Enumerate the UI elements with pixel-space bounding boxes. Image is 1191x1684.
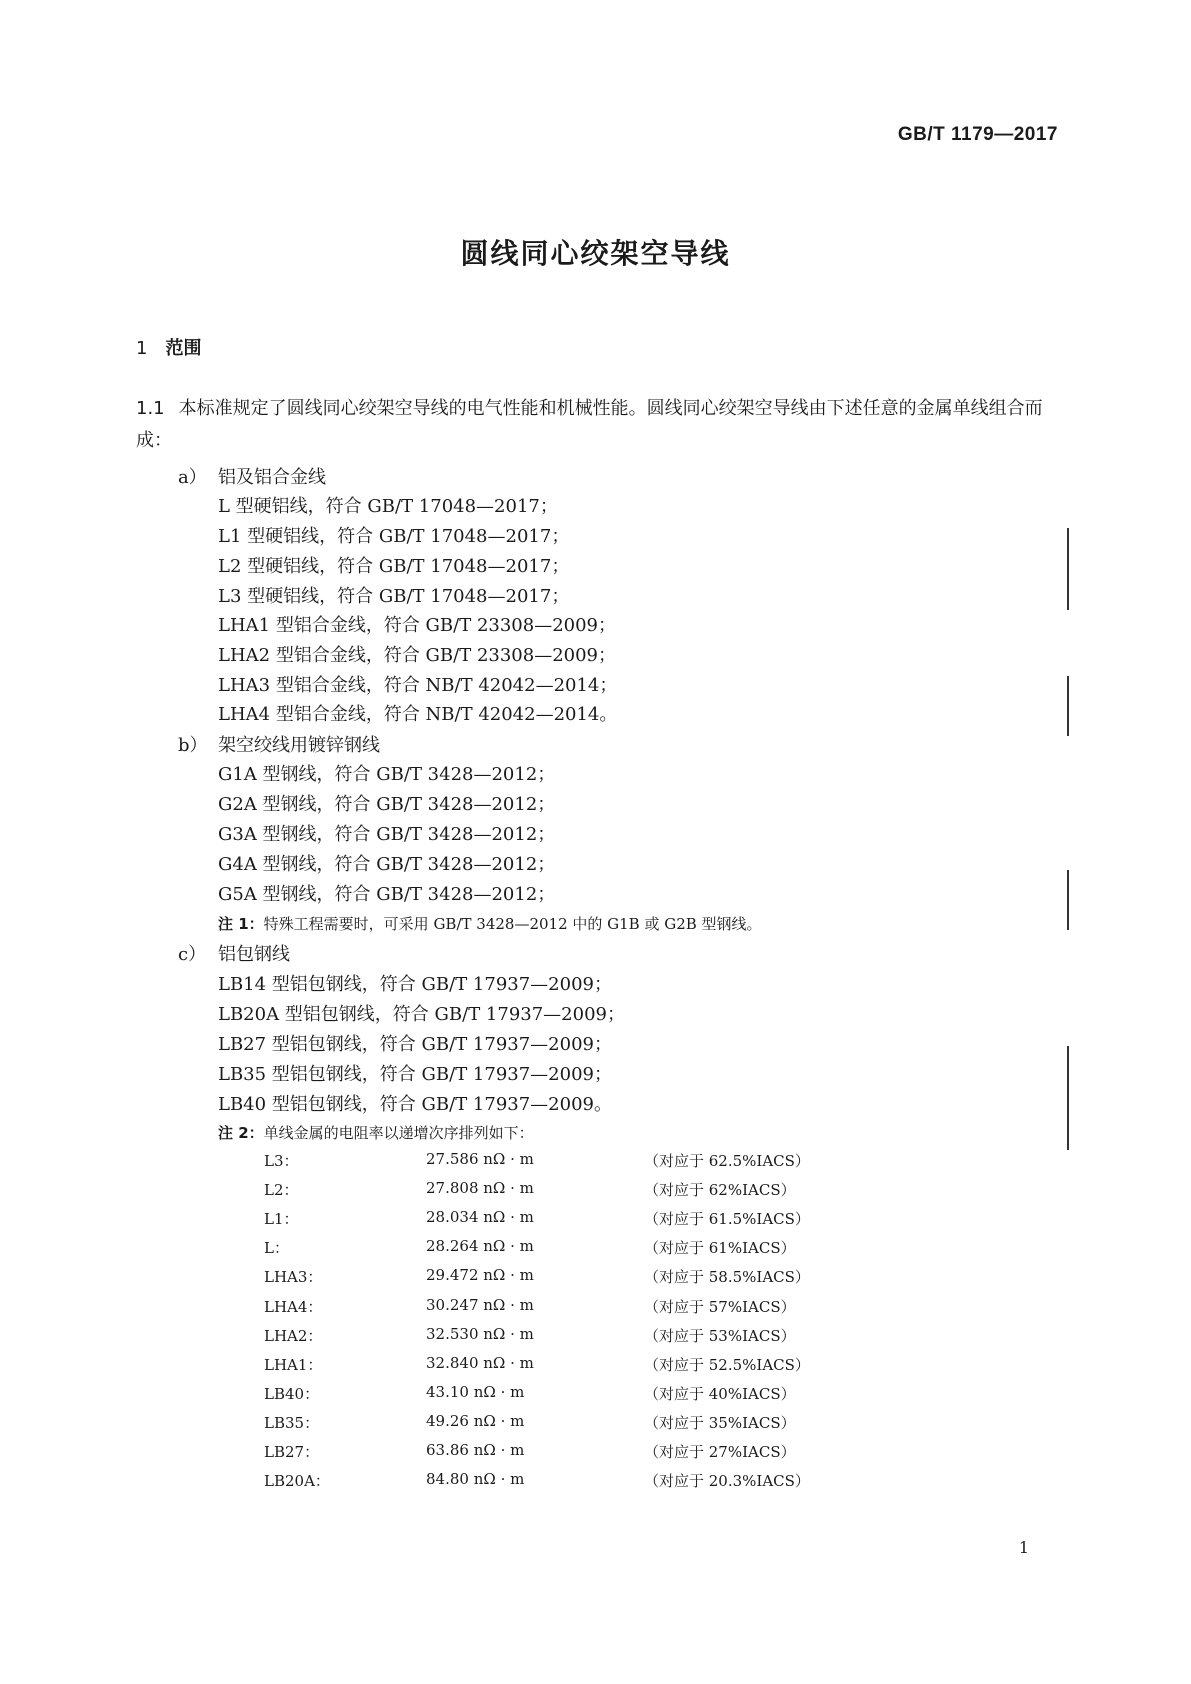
resistivity-iacs: （对应于 52.5%IACS） bbox=[644, 1356, 810, 1374]
note-2-text: 单线金属的电阻率以递增次序排列如下： bbox=[263, 1124, 534, 1142]
group-a-title: 铝及铝合金线 bbox=[218, 467, 326, 488]
list-item: G5A 型钢线，符合 GB/T 3428—2012； bbox=[218, 884, 556, 905]
list-item: G4A 型钢线，符合 GB/T 3428—2012； bbox=[218, 854, 556, 875]
group-b-label: b） bbox=[178, 735, 208, 756]
resistivity-iacs: （对应于 53%IACS） bbox=[644, 1327, 796, 1345]
list-item: LB20A 型铝包钢线，符合 GB/T 17937—2009； bbox=[218, 1004, 625, 1025]
list-item: LHA4 型铝合金线，符合 NB/T 42042—2014。 bbox=[218, 704, 618, 725]
list-item: LHA1 型铝合金线，符合 GB/T 23308—2009； bbox=[218, 615, 617, 636]
page-number: 1 bbox=[1018, 1538, 1029, 1557]
note-1-label: 注 1： bbox=[218, 915, 264, 933]
resistivity-value: 84.80 nΩ · m bbox=[426, 1470, 525, 1488]
change-bar bbox=[1067, 528, 1069, 610]
list-item: G3A 型钢线，符合 GB/T 3428—2012； bbox=[218, 824, 556, 845]
section-number: 1 bbox=[136, 338, 148, 359]
group-c-title: 铝包钢线 bbox=[218, 944, 290, 965]
resistivity-name: LB20A： bbox=[264, 1472, 330, 1490]
resistivity-value: 28.034 nΩ · m bbox=[426, 1208, 534, 1226]
group-c-label: c） bbox=[178, 944, 207, 965]
list-item: L1 型硬铝线，符合 GB/T 17048—2017； bbox=[218, 526, 570, 547]
resistivity-iacs: （对应于 58.5%IACS） bbox=[644, 1268, 810, 1286]
resistivity-name: LB27： bbox=[264, 1443, 320, 1461]
list-item: L3 型硬铝线，符合 GB/T 17048—2017； bbox=[218, 586, 570, 607]
resistivity-value: 28.264 nΩ · m bbox=[426, 1237, 534, 1255]
resistivity-name: L： bbox=[264, 1239, 289, 1257]
resistivity-iacs: （对应于 57%IACS） bbox=[644, 1298, 796, 1316]
group-a-label: a） bbox=[178, 467, 207, 488]
list-item: L2 型硬铝线，符合 GB/T 17048—2017； bbox=[218, 556, 570, 577]
list-item: G2A 型钢线，符合 GB/T 3428—2012； bbox=[218, 794, 556, 815]
list-item: L 型硬铝线，符合 GB/T 17048—2017； bbox=[218, 496, 558, 517]
group-b-title: 架空绞线用镀锌钢线 bbox=[218, 735, 380, 756]
resistivity-value: 49.26 nΩ · m bbox=[426, 1412, 525, 1430]
note-1 bbox=[218, 913, 762, 934]
change-bar bbox=[1067, 676, 1069, 736]
resistivity-value: 27.808 nΩ · m bbox=[426, 1179, 534, 1197]
resistivity-name: LHA4： bbox=[264, 1298, 323, 1316]
resistivity-value: 32.840 nΩ · m bbox=[426, 1354, 534, 1372]
resistivity-name: LB35： bbox=[264, 1414, 320, 1432]
resistivity-name: LB40： bbox=[264, 1385, 320, 1403]
change-bar bbox=[1067, 1046, 1069, 1150]
section-heading bbox=[136, 334, 201, 360]
resistivity-iacs: （对应于 62.5%IACS） bbox=[644, 1152, 810, 1170]
resistivity-name: L3： bbox=[264, 1152, 299, 1170]
resistivity-value: 30.247 nΩ · m bbox=[426, 1296, 534, 1314]
resistivity-iacs: （对应于 61%IACS） bbox=[644, 1239, 796, 1257]
resistivity-iacs: （对应于 40%IACS） bbox=[644, 1385, 796, 1403]
resistivity-name: L1： bbox=[264, 1210, 299, 1228]
resistivity-value: 32.530 nΩ · m bbox=[426, 1325, 534, 1343]
clause-text: 本标准规定了圆线同心绞架空导线的电气性能和机械性能。圆线同心绞架空导线由下述任意的金属单线组合而成： bbox=[136, 398, 1043, 451]
list-item: LB27 型铝包钢线，符合 GB/T 17937—2009； bbox=[218, 1034, 612, 1055]
resistivity-name: LHA2： bbox=[264, 1327, 323, 1345]
note-2 bbox=[218, 1122, 534, 1143]
resistivity-iacs: （对应于 27%IACS） bbox=[644, 1443, 796, 1461]
clause-number: 1.1 bbox=[136, 398, 165, 419]
note-1-text: 特殊工程需要时，可采用 GB/T 3428—2012 中的 G1B 或 G2B 型钢线。 bbox=[263, 915, 762, 933]
resistivity-value: 29.472 nΩ · m bbox=[426, 1266, 534, 1284]
resistivity-value: 27.586 nΩ · m bbox=[426, 1150, 534, 1168]
resistivity-value: 43.10 nΩ · m bbox=[426, 1383, 525, 1401]
list-item: LHA2 型铝合金线，符合 GB/T 23308—2009； bbox=[218, 645, 617, 666]
change-bar bbox=[1067, 870, 1069, 930]
list-item: LB35 型铝包钢线，符合 GB/T 17937—2009； bbox=[218, 1064, 612, 1085]
list-item: LHA3 型铝合金线，符合 NB/T 42042—2014； bbox=[218, 675, 618, 696]
clause-1-1 bbox=[136, 393, 1060, 457]
list-item: LB40 型铝包钢线，符合 GB/T 17937—2009。 bbox=[218, 1094, 612, 1115]
resistivity-name: LHA1： bbox=[264, 1356, 323, 1374]
resistivity-iacs: （对应于 61.5%IACS） bbox=[644, 1210, 810, 1228]
resistivity-iacs: （对应于 35%IACS） bbox=[644, 1414, 796, 1432]
resistivity-value: 63.86 nΩ · m bbox=[426, 1441, 525, 1459]
resistivity-name: L2： bbox=[264, 1181, 299, 1199]
list-item: G1A 型钢线，符合 GB/T 3428—2012； bbox=[218, 764, 556, 785]
standard-number: GB/T 1179—2017 bbox=[897, 124, 1058, 145]
section-title: 范围 bbox=[165, 338, 202, 359]
resistivity-name: LHA3： bbox=[264, 1268, 323, 1286]
document-title: 圆线同心绞架空导线 bbox=[460, 237, 731, 270]
resistivity-iacs: （对应于 62%IACS） bbox=[644, 1181, 796, 1199]
resistivity-iacs: （对应于 20.3%IACS） bbox=[644, 1472, 810, 1490]
list-item: LB14 型铝包钢线，符合 GB/T 17937—2009； bbox=[218, 974, 612, 995]
note-2-label: 注 2： bbox=[218, 1124, 264, 1142]
